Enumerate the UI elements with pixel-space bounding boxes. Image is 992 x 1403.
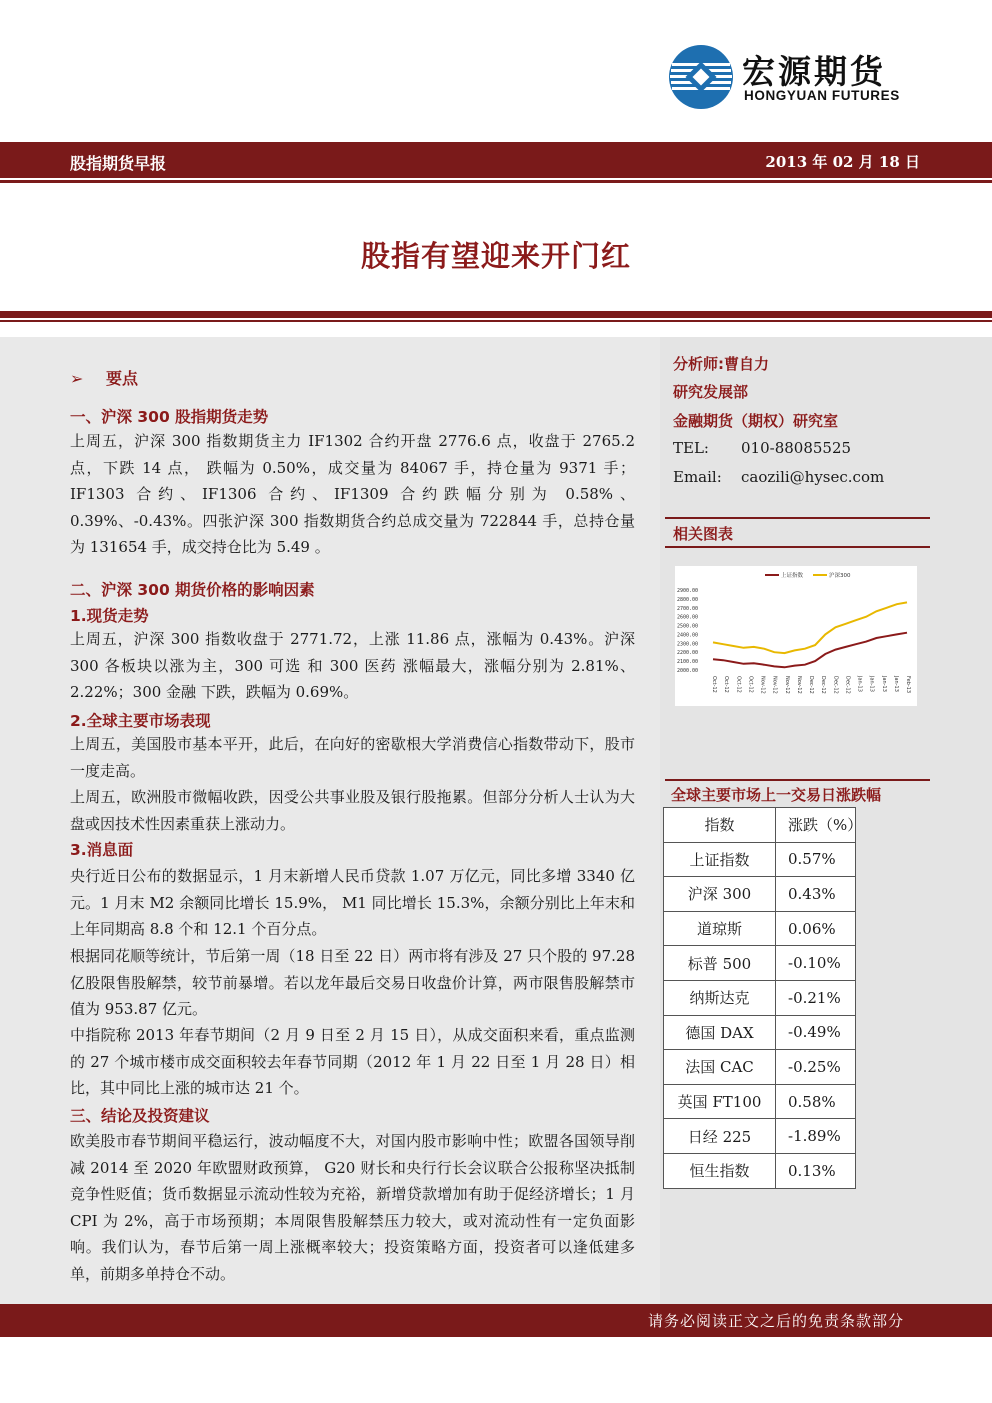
- brand-name-en: HONGYUAN FUTURES: [744, 88, 900, 103]
- index-name: 德国 DAX: [664, 1015, 776, 1050]
- x-tick-label: Nov-12: [759, 676, 766, 694]
- y-tick-label: 2500.00: [677, 623, 699, 630]
- key-points-heading: [70, 366, 138, 389]
- x-tick-label: Dec-12: [832, 676, 839, 694]
- x-tick-label: Oct-12: [735, 676, 742, 693]
- markets-table: [663, 807, 863, 1189]
- section-2-2-paragraph-1: 上周五，美国股市基本平开，此后，在向好的密歇根大学消费信心指数带动下，股市一度走高。: [70, 735, 635, 780]
- header-index: 指数: [664, 808, 776, 843]
- related-chart-top-rule: [665, 517, 930, 519]
- report-type: 股指期货早报: [70, 154, 167, 173]
- index-name: 纳斯达克: [664, 980, 776, 1015]
- section-2-3-title: 3.消息面: [70, 841, 134, 859]
- section-2-title: 二、沪深 300 期货价格的影响因素: [70, 581, 315, 599]
- table-row: [664, 946, 856, 981]
- index-change: 0.43%: [776, 877, 856, 912]
- section-3-title: 三、结论及投资建议: [70, 1107, 210, 1125]
- hongyuan-logo-icon: [668, 44, 734, 110]
- legend-label: 上证指数: [781, 573, 804, 579]
- page-title: 股指有望迎来开门红: [360, 239, 631, 273]
- x-tick-label: Oct-12: [711, 676, 717, 693]
- index-change: -1.89%: [776, 1119, 856, 1154]
- y-tick-label: 2900.00: [677, 588, 699, 594]
- table-row: [664, 842, 856, 877]
- header-divider: [0, 180, 992, 183]
- index-name: 法国 CAC: [664, 1050, 776, 1085]
- index-change: 0.06%: [776, 911, 856, 946]
- index-change: -0.49%: [776, 1015, 856, 1050]
- analyst-department: 研究发展部: [673, 383, 749, 401]
- index-name: 恒生指数: [664, 1153, 776, 1188]
- index-change: -0.25%: [776, 1050, 856, 1085]
- x-tick-label: Oct-12: [723, 676, 730, 693]
- tel-label: TEL:: [673, 439, 709, 457]
- table-row: [664, 1084, 856, 1119]
- section-2-3-paragraph-3: 中指院称 2013 年春节期间（2 月 9 日至 2 月 15 日），从成交面积来看，重点监测的 27 个城市楼市成交面积较去年春节同期（2012 年 1 月 22 日至 1 月 28 日）相比，其中同比上涨的城市达 21 个。: [70, 1026, 635, 1097]
- x-tick-label: Jan-13: [868, 676, 875, 692]
- table-row: [664, 1153, 856, 1188]
- series-line-1: [713, 602, 907, 653]
- related-chart: [675, 566, 917, 706]
- x-tick-label: Nov-12: [795, 676, 802, 694]
- x-tick-label: Dec-12: [820, 676, 827, 694]
- email-label: Email:: [673, 468, 722, 486]
- x-tick-label: Oct-12: [747, 676, 754, 693]
- index-change: 0.13%: [776, 1153, 856, 1188]
- related-chart-heading: [665, 520, 930, 548]
- section-2-1-paragraph: 上周五，沪深 300 指数收盘于 2771.72，上涨 11.86 点，涨幅为 0.43%。沪深 300 各板块以涨为主，300 可选 和 300 医药 涨幅最大，涨幅分别为 2.81%、2.22%；300 金融 下跌，跌幅为 0.69%。: [70, 630, 635, 701]
- series-line-0: [713, 633, 907, 668]
- table-header-row: [664, 808, 856, 843]
- section-2-1-title: 1.现货走势: [70, 607, 149, 625]
- index-name: 道琼斯: [664, 911, 776, 946]
- x-tick-label: Dec-12: [808, 676, 814, 694]
- section-2-2-title: 2.全球主要市场表现: [70, 712, 211, 730]
- x-tick-label: Nov-12: [783, 676, 790, 694]
- table-row: [664, 1015, 856, 1050]
- index-name: 日经 225: [664, 1119, 776, 1154]
- header-change: 涨跌（%）: [776, 808, 856, 843]
- brand-name-cn: 宏源期货: [742, 52, 886, 91]
- x-tick-label: Dec-12: [844, 676, 851, 694]
- table-row: [664, 911, 856, 946]
- index-change: 0.58%: [776, 1084, 856, 1119]
- markets-heading: [665, 781, 930, 807]
- section-2-3-paragraph-2: 根据同花顺等统计，节后第一周（18 日至 22 日）两市将有涉及 27 只个股的 97.28 亿股限售股解禁，较节前暴增。若以龙年最后交易日收盘价计算，两市限售股解禁市值为 953.87 亿元。: [70, 947, 635, 1018]
- report-date: 2013 年 02 月 18 日: [765, 153, 920, 171]
- analyst-email: [673, 468, 884, 486]
- analyst-office: 金融期货（期权）研究室: [673, 412, 839, 430]
- x-tick-label: Feb-13: [905, 676, 911, 694]
- y-tick-label: 2100.00: [677, 659, 699, 666]
- title-divider-thin: [0, 320, 992, 322]
- index-change: -0.21%: [776, 980, 856, 1015]
- tel-value: 010-88085525: [741, 439, 852, 457]
- x-tick-label: Nov-12: [771, 676, 778, 694]
- y-tick-label: 2400.00: [677, 632, 699, 639]
- index-name: 沪深 300: [664, 877, 776, 912]
- x-tick-label: Jan-13: [892, 676, 899, 692]
- y-tick-label: 2000.00: [677, 668, 699, 674]
- email-value: caozili@hysec.com: [741, 468, 885, 486]
- index-change: -0.10%: [776, 946, 856, 981]
- markets-title: 全球主要市场上一交易日涨跌幅: [671, 786, 882, 804]
- y-tick-label: 2600.00: [677, 614, 699, 621]
- arrow-bullet-icon: ➢: [70, 369, 84, 388]
- x-tick-label: Jan-13: [856, 676, 863, 692]
- analyst-tel: [673, 439, 851, 457]
- table-row: [664, 980, 856, 1015]
- table-row: [664, 1050, 856, 1085]
- chart-svg: [675, 566, 917, 706]
- section-1-title: 一、沪深 300 股指期货走势: [70, 408, 269, 426]
- legend-label: 沪深300: [829, 573, 851, 579]
- index-name: 上证指数: [664, 842, 776, 877]
- section-2-3-paragraph-1: 央行近日公布的数据显示，1 月末新增人民币贷款 1.07 万亿元，同比多增 3340 亿元。1 月末 M2 余额同比增长 15.9%， M1 同比增长 15.3%，余额分别比上年末和上年同期高 8.8 个和 12.1 个百分点。: [70, 867, 635, 938]
- y-tick-label: 2300.00: [677, 641, 699, 648]
- related-chart-label: 相关图表: [673, 525, 734, 543]
- table-row: [664, 877, 856, 912]
- analyst-name: 分析师:曹自力: [673, 355, 769, 373]
- disclaimer-notice: 请务必阅读正文之后的免责条款部分: [647, 1312, 904, 1330]
- brand-logo: [668, 42, 913, 112]
- table-row: [664, 1119, 856, 1154]
- index-name: 标普 500: [664, 946, 776, 981]
- key-points-label: 要点: [106, 369, 139, 388]
- y-tick-label: 2800.00: [677, 596, 699, 603]
- section-1-paragraph: 上周五，沪深 300 指数期货主力 IF1302 合约开盘 2776.6 点，收盘于 2765.2 点，下跌 14 点， 跌幅为 0.50%，成交量为 84067 手，持仓量为 9371 手；IF1303 合约、IF1306 合约、IF1309 合约跌幅分别为 0.58%、0.39%、-0.43%。四张沪深 300 指数期货合约总成交量为 722844 手，总持仓量为 131654 手，成交持仓比为 5.49 。: [70, 432, 635, 556]
- y-tick-label: 2200.00: [677, 650, 699, 657]
- section-3-paragraph: 欧美股市春节期间平稳运行，波动幅度不大，对国内股市影响中性；欧盟各国领导削减 2014 至 2020 年欧盟财政预算， G20 财长和央行行长会议联合公报称坚决抵制竞争性贬值；货币数据显示流动性较为充裕，新增贷款增加有助于促经济增长；1 月 CPI 为 2%，高于市场预期；本周限售股解禁压力较大，或对流动性有一定负面影响。我们认为，春节后第一周上涨概率较大；投资策略方面，投资者可以逢低建多单，前期多单持仓不动。: [70, 1132, 635, 1283]
- index-name: 英国 FT100: [664, 1084, 776, 1119]
- x-tick-label: Jan-13: [880, 676, 887, 692]
- y-tick-label: 2700.00: [677, 605, 699, 612]
- title-divider-thick: [0, 311, 992, 318]
- section-2-2-paragraph-2: 上周五，欧洲股市微幅收跌，因受公共事业股及银行股拖累。但部分分析人士认为大盘或因技术性因素重获上涨动力。: [70, 788, 635, 833]
- index-change: 0.57%: [776, 842, 856, 877]
